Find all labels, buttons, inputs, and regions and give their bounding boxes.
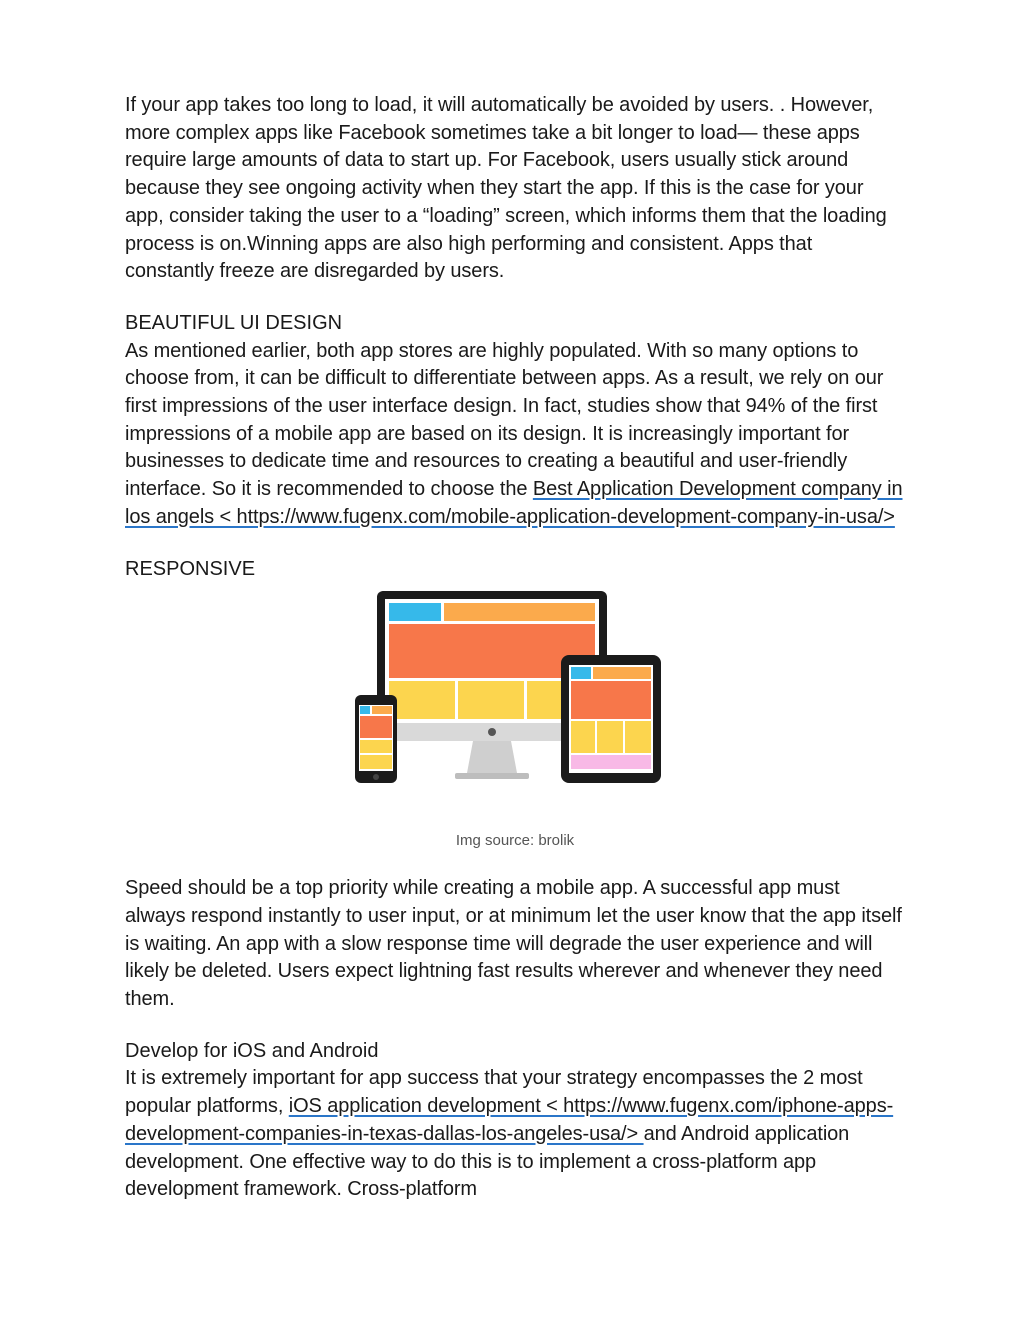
spacer — [125, 286, 905, 310]
spacer — [125, 851, 905, 875]
responsive-devices-figure — [125, 591, 905, 823]
spacer — [125, 532, 905, 556]
paragraph-speed: Speed should be a top priority while creating a mobile app. A successful app must always respond instantly to user input, or at minimum let the user know that the app itself is waiting. An app with a slow response time will degrade the user experience and will likely be deleted. Users expect lightning fast results wherever and whenever they need them. — [125, 877, 902, 1011]
link-ios-development[interactable]: iOS application development < https://www.fugenx.com/iphone-apps-development-companies-in-texas-dallas-los-angeles-usa/> — [125, 1095, 894, 1145]
tablet-device — [561, 655, 661, 783]
image-caption: Img source: brolik — [455, 832, 575, 850]
paragraph-platforms-text-after: and Android application development. One effective way to do this is to implement a cross-platform app development framework. Cross-platform — [125, 1122, 850, 1201]
spacer — [125, 1014, 905, 1038]
phone-device — [355, 695, 397, 783]
paragraph-loading: If your app takes too long to load, it will automatically be avoided by users. . However, more complex apps like Facebook sometimes take a bit longer to load— these apps require large amounts of data to start up. For Facebook, users usually stick around because they see ongoing activity when they start the app. If this is the case for your app, consider taking the user to a “loading” screen, which informs them that the loading process is on.Winning apps are also high performing and consistent. Apps that constantly freeze are disregarded by users. — [125, 94, 887, 283]
paragraph-platforms — [125, 1065, 905, 1204]
document-page — [125, 92, 905, 1204]
heading-ios-android: Develop for iOS and Android — [125, 1039, 379, 1062]
heading-beautiful-ui: BEAUTIFUL UI DESIGN — [125, 311, 343, 334]
link-best-application-company[interactable]: Best Application Development company in los angels < https://www.fugenx.com/mobile-application-development-company-in-usa/> — [125, 478, 903, 528]
paragraph-platforms-text-before: It is extremely important for app success that your strategy encompasses the 2 most popular platforms, — [125, 1067, 863, 1118]
paragraph-ui-design — [125, 338, 905, 532]
heading-responsive: RESPONSIVE — [125, 557, 256, 580]
responsive-devices-image — [355, 591, 665, 787]
paragraph-ui-text: As mentioned earlier, both app stores are highly populated. With so many options to choose from, it can be difficult to differentiate between apps. As a result, we rely on our first impressions of the user interface design. In fact, studies show that 94% of the first impressions of a mobile app are based on its design. It is increasingly important for businesses to dedicate time and resources to creating a beautiful and user-friendly interface. So it is recommended to choose the — [125, 339, 884, 501]
